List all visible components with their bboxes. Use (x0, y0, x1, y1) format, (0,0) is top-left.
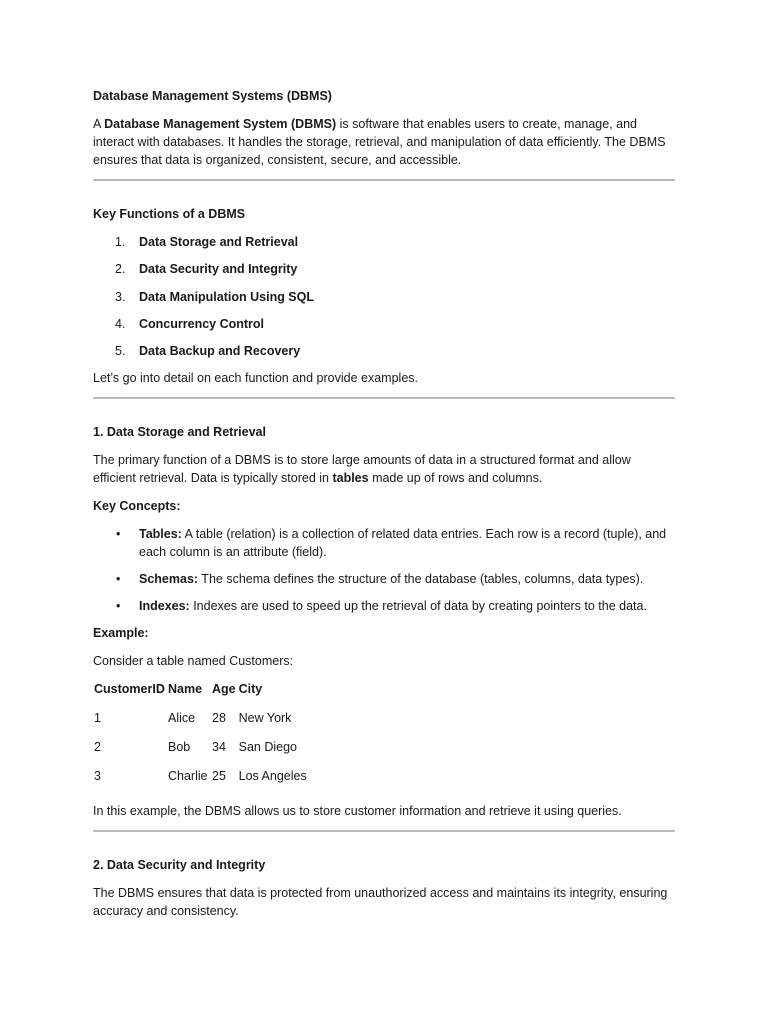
key-functions-heading: Key Functions of a DBMS (93, 207, 246, 221)
list-item (93, 288, 675, 306)
table-row (93, 709, 311, 738)
example-label: Example: (93, 626, 149, 641)
list-number: 5. (115, 344, 126, 359)
section-divider (93, 397, 675, 399)
example-intro: Consider a table named Customers: (93, 654, 294, 669)
concept-text: The schema defines the structure of the database (tables, columns, data types). (198, 572, 644, 587)
document-page (93, 87, 675, 930)
section1-paragraph (93, 451, 675, 487)
bullet-icon: • (116, 599, 121, 614)
table-cell: 3 (94, 769, 101, 784)
list-item-label: Data Backup and Recovery (139, 344, 301, 359)
section2-heading: 2. Data Security and Integrity (93, 858, 266, 873)
column-header: Age (212, 682, 236, 697)
table-header-row (93, 680, 311, 709)
concept-text: Indexes are used to speed up the retrieval of data by creating pointers to the data. (189, 599, 647, 614)
table-cell: New York (238, 711, 292, 726)
concept-text: A table (relation) is a collection of related data entries. Each row is a record (tuple), and each column is an attribute (field). (139, 527, 667, 560)
list-item-label: Data Security and Integrity (139, 262, 298, 277)
bullet-icon: • (116, 572, 121, 587)
list-item (93, 597, 675, 615)
list-item (93, 260, 675, 278)
list-item (93, 525, 675, 561)
table-cell: Bob (168, 740, 191, 755)
key-functions-list (93, 233, 675, 360)
key-concepts-label: Key Concepts: (93, 499, 181, 514)
concept-term: Indexes: (139, 599, 190, 614)
table-cell: 1 (94, 711, 101, 726)
list-item-label: Data Manipulation Using SQL (139, 289, 315, 304)
intro-prefix: A (93, 117, 105, 131)
list-item-label: Data Storage and Retrieval (139, 235, 299, 249)
intro-term: Database Management System (DBMS) (104, 117, 337, 131)
list-item (93, 315, 675, 333)
intro-rest: is software that enables users to create, manage, and interact with databases. It handles the storage, retrieval, and manipulation of data efficiently. The DBMS ensures that data is organized, consistent, secure, and accessible. (93, 117, 666, 167)
column-header: City (238, 682, 263, 697)
concept-term: Schemas: (139, 572, 199, 587)
section-divider (93, 179, 675, 181)
list-number: 4. (115, 316, 126, 331)
list-number: 2. (115, 262, 126, 277)
document-title: Database Management Systems (DBMS) (93, 89, 332, 103)
key-functions-followup: Let’s go into detail on each function and provide examples. (93, 371, 418, 386)
table-row (93, 767, 311, 796)
section1-para-bold: tables (332, 471, 369, 486)
table-cell: 2 (94, 740, 101, 755)
column-header: CustomerID (94, 682, 165, 697)
table-cell: Charlie (168, 769, 208, 784)
list-item (93, 570, 675, 588)
table-row (93, 738, 311, 767)
bullet-icon: • (116, 527, 121, 542)
column-header: Name (168, 682, 203, 697)
section1-closing: In this example, the DBMS allows us to store customer information and retrieve it using queries. (93, 804, 622, 819)
list-item-label: Concurrency Control (139, 316, 265, 331)
intro-paragraph (93, 115, 675, 169)
section-divider (93, 830, 675, 832)
section1-para-prefix: The primary function of a DBMS is to store large amounts of data in a structured format and allow efficient retrieval. Data is typically stored in (93, 453, 631, 486)
list-item (93, 233, 675, 251)
list-number: 1. (115, 235, 126, 249)
section1-heading: 1. Data Storage and Retrieval (93, 425, 266, 440)
table-cell: 25 (212, 769, 226, 784)
section2-paragraph: The DBMS ensures that data is protected from unauthorized access and maintains its integrity, ensuring accuracy and consistency. (93, 886, 668, 919)
table-cell: 34 (212, 740, 226, 755)
section1-para-suffix: made up of rows and columns. (368, 471, 543, 486)
table-cell: 28 (212, 711, 226, 726)
table-cell: San Diego (238, 740, 297, 755)
key-concepts-list (93, 525, 675, 615)
concept-term: Tables: (139, 527, 182, 542)
list-number: 3. (115, 289, 126, 304)
table-cell: Los Angeles (238, 769, 307, 784)
list-item (93, 342, 675, 360)
customers-table (93, 680, 311, 796)
table-cell: Alice (168, 711, 196, 726)
